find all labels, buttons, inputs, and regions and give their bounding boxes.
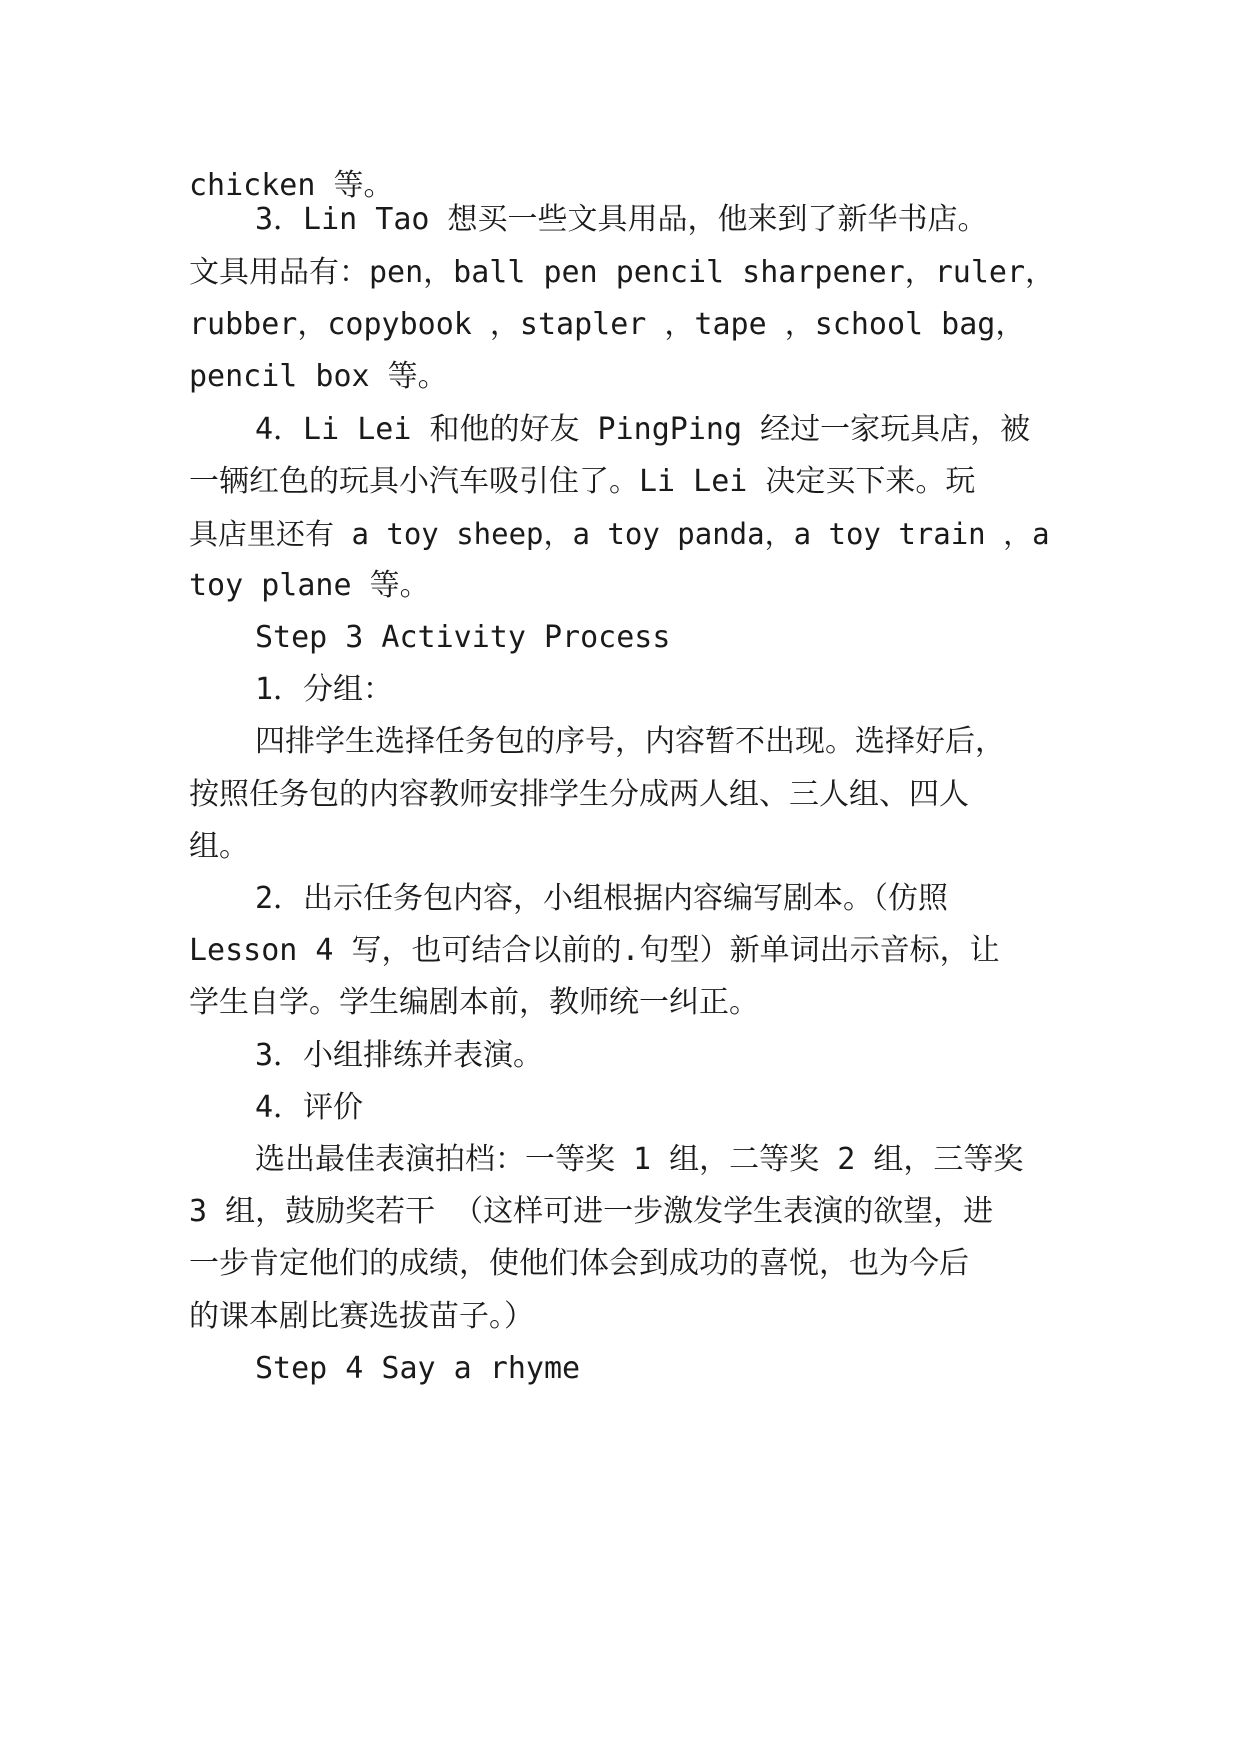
text-line: 3 组，鼓励奖若干 （这样可进一步激发学生表演的欲望，进 <box>189 1194 994 1229</box>
section-heading: Step 3 Activity Process <box>255 620 671 655</box>
text-line: 按照任务包的内容教师安排学生分成两人组、三人组、四人 <box>189 777 969 812</box>
text-line: Lesson 4 写，也可结合以前的.句型）新单词出示音标，让 <box>189 933 1000 968</box>
text-line: 2．出示任务包内容，小组根据内容编写剧本。（仿照 <box>255 881 949 916</box>
section-heading: Step 4 Say a rhyme <box>255 1351 581 1386</box>
text-line: 4．Li Lei 和他的好友 PingPing 经过一家玩具店，被 <box>255 412 1031 447</box>
text-line: 1．分组： <box>255 672 394 707</box>
text-line: 的课本剧比赛选拔苗子。） <box>189 1299 534 1334</box>
text-line: 3．小组排练并表演。 <box>255 1038 544 1073</box>
text-line: 学生自学。学生编剧本前，教师统一纠正。 <box>189 985 759 1020</box>
text-line: 具店里还有 a toy sheep，a toy panda，a toy train ，a <box>189 517 1050 551</box>
text-line: 一步肯定他们的成绩，使他们体会到成功的喜悦，也为今后 <box>189 1246 969 1281</box>
text-line: 选出最佳表演拍档：一等奖 1 组，二等奖 2 组，三等奖 <box>255 1142 1024 1177</box>
text-line: 四排学生选择任务包的序号，内容暂不出现。选择好后， <box>255 724 1005 759</box>
text-line: 4．评价 <box>255 1090 364 1125</box>
text-line: rubber，copybook ，stapler ，tape ，school bag， <box>189 307 1026 342</box>
text-line: chicken 等。 <box>189 168 394 203</box>
text-line: 3．Lin Tao 想买一些文具用品，他来到了新华书店。 <box>255 202 988 237</box>
text-line: 一辆红色的玩具小汽车吸引住了。Li Lei 决定买下来。玩 <box>189 464 976 499</box>
text-line: 文具用品有：pen，ball pen pencil sharpener，ruler， <box>189 255 1056 290</box>
text-line: toy plane 等。 <box>189 568 430 603</box>
text-line: 组。 <box>189 829 249 864</box>
text-line: pencil box 等。 <box>189 359 448 394</box>
